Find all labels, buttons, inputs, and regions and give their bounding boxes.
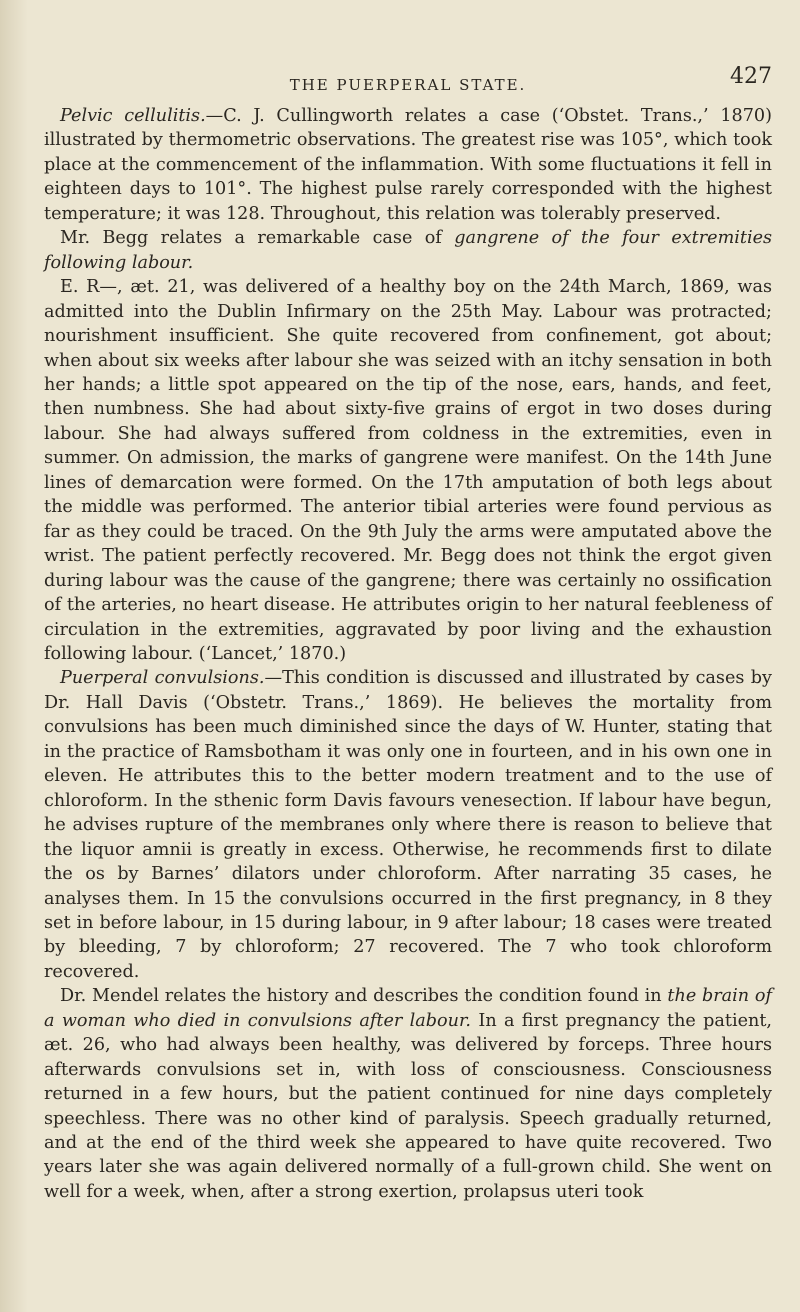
section-lead-puerperal-convulsions: Puerperal convulsions. — [60, 668, 265, 689]
italic-phrase-gangrene: gangrene of the four extremities following labour. — [44, 228, 773, 273]
paragraph-text: E. R—, æt. 21, was delivered of a healthy boy on the 24th March, 1869, was admitted into the Dublin Infirmary on the 25th May. Labour was protracted; nourishment insufficient. She quite recovered from confinement, got about; when about six weeks after labour she was seized with an itchy sensation in both her hands; a little spot appeared on the tip of the nose, ears, hands, and feet, then numbness. She had about sixty-five grains of ergot in two doses during labour. She had always suffered from coldness in the extremities, even in summer. On admission, the marks of gangrene were manifest. On the 14th June lines of demarcation were formed. On the 17th amputation of both legs about the middle was performed. The anterior tibial arteries were found pervious as far as they could be traced. On the 9th July the arms were amputated above the wrist. The patient perfectly recovered. Mr. Begg does not think the ergot given during labour was the cause of the gangrene; there was certainly no ossification of the arteries, no heart disease. He attributes origin to her natural feebleness of circulation in the extremities, aggravated by poor living and the exhaustion following labour. (‘Lancet,’ 1870.) — [44, 277, 772, 664]
paragraph-pelvic-cellulitis — [44, 104, 772, 226]
paragraph-puerperal-convulsions — [44, 666, 772, 984]
paragraph-text: In a first pregnancy the patient, æt. 26, who had always been healthy, was delivered by forceps. Three hours afterwards convulsions set in, with loss of consciousness. Consciousness returned in a few hours, but the patient continued for nine days completely speechless. There was no other kind of paralysis. Speech gradually returned, and at the end of the third week she appeared to have quite recovered. Two years later she was again delivered normally of a full-grown child. She went on well for a week, when, after a strong exertion, prolapsus uteri took — [44, 1010, 772, 1202]
book-page — [44, 64, 772, 1204]
paragraph-mendel — [44, 984, 772, 1204]
body-text — [44, 104, 772, 1204]
paragraph-text: Dr. Mendel relates the history and describes the condition found in — [60, 986, 668, 1007]
scan-edge-shadow — [0, 0, 28, 1312]
paragraph-text: Mr. Begg relates a remarkable case of — [60, 228, 455, 249]
paragraph-begg-intro — [44, 226, 772, 275]
paragraph-case-er — [44, 275, 772, 666]
running-title: THE PUERPERAL STATE. — [289, 76, 527, 94]
running-head — [44, 64, 772, 104]
italic-phrase-brain: the brain of a woman who died in convulsions after labour. — [44, 986, 772, 1031]
paragraph-text: —C. J. Cullingworth relates a case (‘Obstet. Trans.,’ 1870) illustrated by thermometric observations. The greatest rise was 105°, which took place at the commencement of the inflammation. With some fluctuations it fell in eighteen days to 101°. The highest pulse rarely corresponded with the highest temperature; it was 128. Throughout, this relation was tolerably preserved. — [44, 106, 772, 224]
page-number: 427 — [730, 64, 772, 89]
section-lead-pelvic-cellulitis: Pelvic cellulitis. — [60, 106, 206, 126]
paragraph-text: —This condition is discussed and illustrated by cases by Dr. Hall Davis (‘Obstetr. Trans.,’ 1869). He believes the mortality from convulsions has been much diminished since the days of W. Hunter, stating that in the practice of Ramsbotham it was only one in fourteen, and in his own one in eleven. He attributes this to the better modern treatment and to the use of chloroform. In the sthenic form Davis favours venesection. If labour have begun, he advises rupture of the membranes only where there is reason to believe that the liquor amnii is greatly in excess. Otherwise, he recommends first to dilate the os by Barnes’ dilators under chloroform. After narrating 35 cases, he analyses them. In 15 the convulsions occurred in the first pregnancy, in 8 they set in before labour, in 15 during labour, in 9 after labour; 18 cases were treated by bleeding, 7 by chloroform; 27 recovered. The 7 who took chloroform recovered. — [44, 668, 772, 982]
